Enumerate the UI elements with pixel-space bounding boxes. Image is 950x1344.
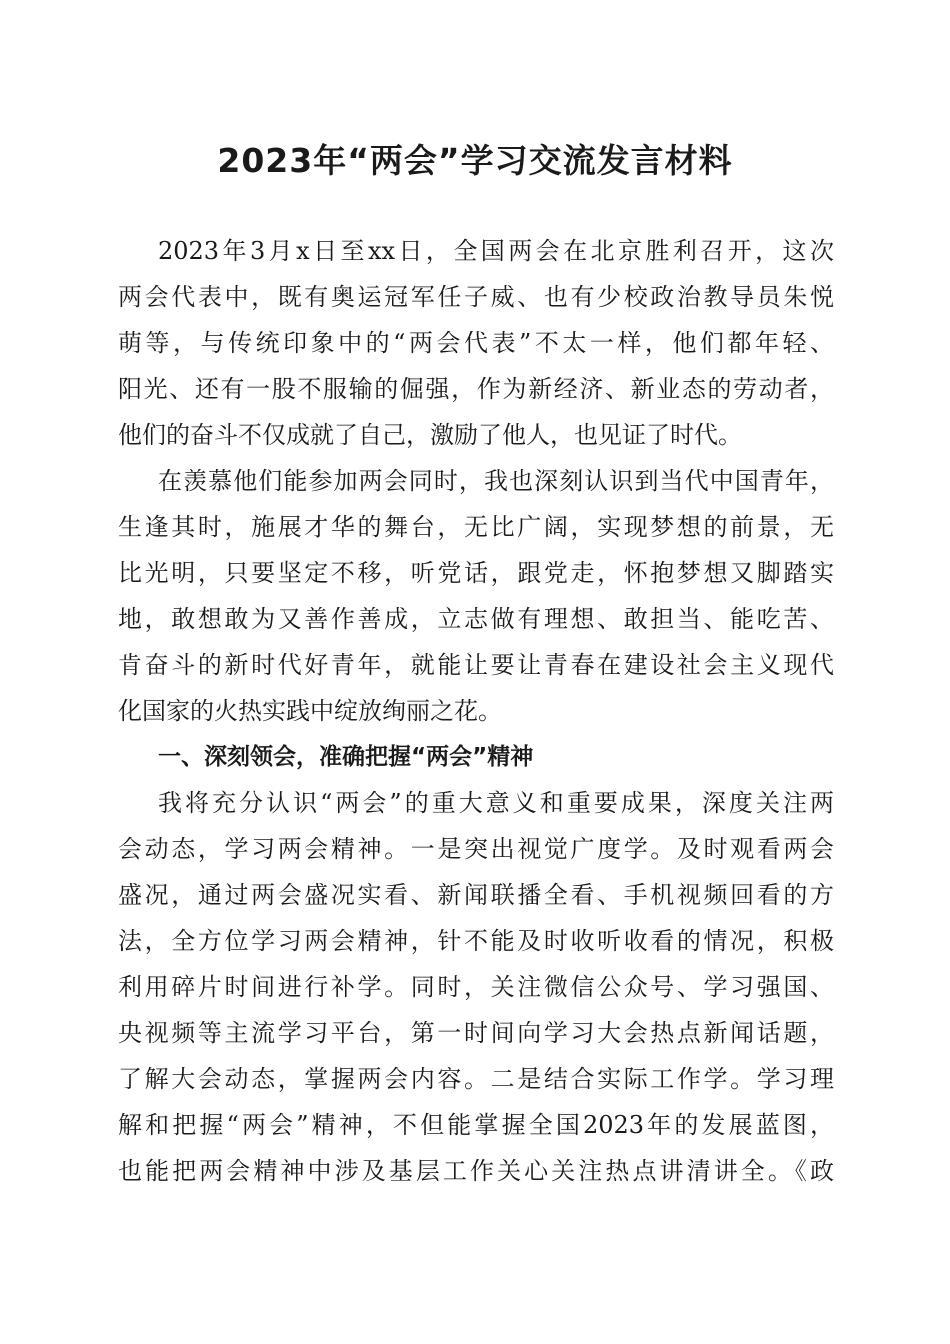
paragraph-1-line: 他们的奋斗不仅成就了自己，激励了他人，也见证了时代。: [118, 421, 742, 449]
paragraph-1-line: 阳光、还有一股不服输的倔强，作为新经济、新业态的劳动者，: [118, 375, 834, 403]
document-title: 2023年“两会”学习交流发言材料: [217, 141, 733, 180]
paragraph-3-line: 央视频等主流学习平台，第一时间向学习大会热点新闻话题，: [118, 1019, 834, 1047]
paragraph-3-line: 了解大会动态，掌握两会内容。二是结合实际工作学。学习理: [118, 1065, 834, 1093]
paragraph-2-line: 化国家的火热实践中绽放绚丽之花。: [118, 697, 502, 725]
section-1-heading: 一、深刻领会，准确把握“两会”精神: [158, 744, 534, 770]
paragraph-3-line: 盛况，通过两会盛况实看、新闻联播全看、手机视频回看的方: [118, 881, 834, 909]
paragraph-3-line: 解和把握“两会”精神，不但能掌握全国2023年的发展蓝图，: [118, 1111, 834, 1139]
paragraph-3-line: 会动态，学习两会精神。一是突出视觉广度学。及时观看两会: [118, 835, 834, 863]
paragraph-2-line: 在羡慕他们能参加两会同时，我也深刻认识到当代中国青年，: [158, 467, 834, 495]
paragraph-3-line: 法，全方位学习两会精神，针不能及时收听收看的情况，积极: [118, 927, 834, 955]
paragraph-3-line: 我将充分认识“两会”的重大意义和重要成果，深度关注两: [158, 789, 834, 817]
paragraph-3-line: 利用碎片时间进行补学。同时，关注微信公众号、学习强国、: [118, 973, 834, 1001]
paragraph-1-line: 萌等，与传统印象中的“两会代表”不太一样，他们都年轻、: [118, 329, 834, 357]
paragraph-1-line: 2023年3月x日至xx日，全国两会在北京胜利召开，这次: [158, 237, 834, 265]
paragraph-2-line: 地，敢想敢为又善作善成，立志做有理想、敢担当、能吃苦、: [118, 605, 834, 633]
paragraph-2-line: 肯奋斗的新时代好青年，就能让要让青春在建设社会主义现代: [118, 651, 834, 679]
paragraph-1-line: 两会代表中，既有奥运冠军任子威、也有少校政治教导员朱悦: [118, 283, 834, 311]
paragraph-3-line: 也能把两会精神中涉及基层工作关心关注热点讲清讲全。《政: [118, 1157, 834, 1185]
document-body: [118, 228, 834, 1194]
paragraph-2-line: 比光明，只要坚定不移，听党话，跟党走，怀抱梦想又脚踏实: [118, 559, 834, 587]
paragraph-2-line: 生逢其时，施展才华的舞台，无比广阔，实现梦想的前景，无: [118, 513, 834, 541]
